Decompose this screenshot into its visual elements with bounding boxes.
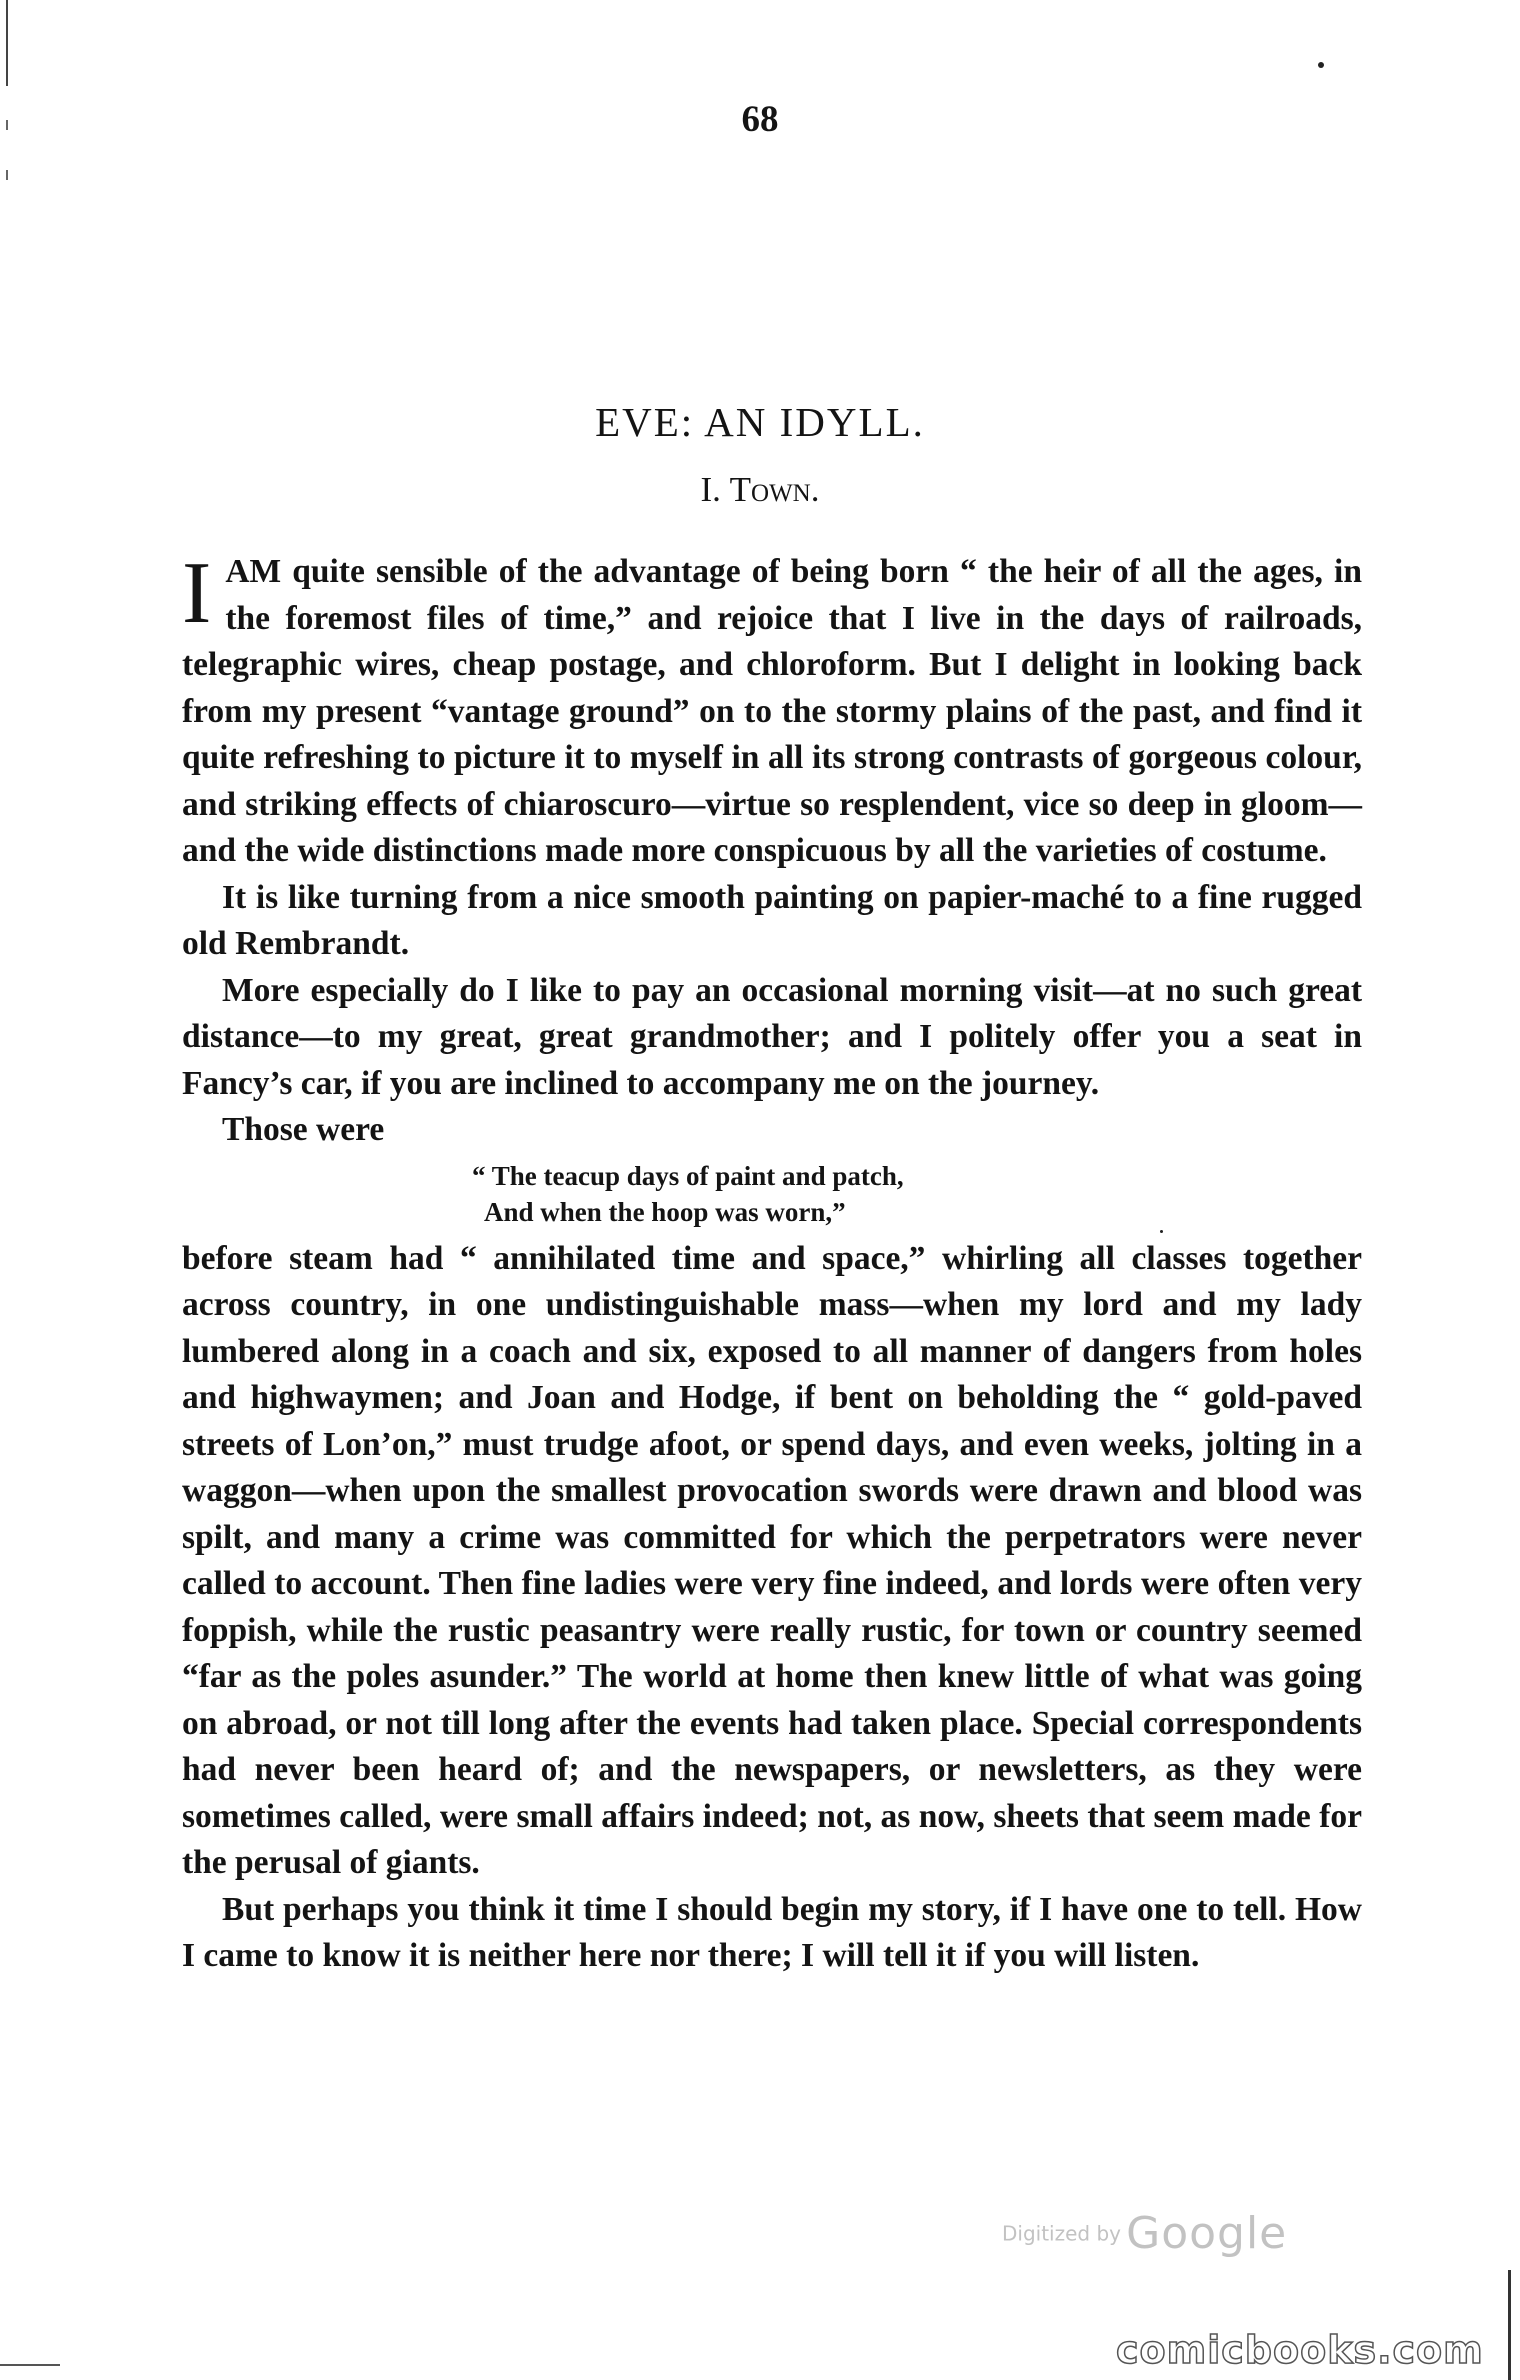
- right-edge-line: [1508, 2270, 1511, 2380]
- watermark-text: comicbooks.com: [1116, 2328, 1484, 2372]
- paragraph-4: Those were: [222, 1111, 385, 1148]
- paragraph-1-text: AM quite sensible of the advantage of being born “ the heir of all the ages, in the foremost files of time,” and rejoice that I live in the days of railroads, telegraphic wires, cheap postage, and chloroform. But I delight in looking back from my present “vantage ground” on to the stormy plains of the past, and find it quite refreshing to picture it to myself in all its strong contrasts of gorgeous colour, and striking effects of chiaroscuro—virtue so resplendent, vice so deep in gloom—and the wide distinctions made more conspicuous by all the varieties of costume.: [182, 553, 1362, 869]
- section-subtitle: [0, 470, 1520, 510]
- section-numeral: I.: [700, 470, 721, 509]
- verse-line-2: And when the hoop was worn,”: [472, 1196, 846, 1227]
- left-edge-line: [6, 0, 8, 86]
- verse-line-1: “ The teacup days of paint and patch,: [472, 1160, 904, 1191]
- page-number: 68: [741, 99, 779, 140]
- paragraph-2: It is like turning from a nice smooth painting on papier-maché to a fine rugged old Rembrandt.: [182, 878, 1362, 962]
- paragraph-1: [182, 545, 1362, 875]
- drop-cap: I: [182, 545, 212, 642]
- bottom-left-line: [0, 2364, 60, 2366]
- paragraph-3: More especially do I like to pay an occasional morning visit—at no such great distance—to my great, great grandmother; and I politely offer you a seat in Fancy’s car, if you are inclined to accompany me on the journey.: [182, 971, 1362, 1102]
- digitized-prefix: Digitized by: [1002, 2221, 1121, 2246]
- section-name: Town.: [729, 470, 820, 509]
- paragraph-6: But perhaps you think it time I should begin my story, if I have one to tell. How I came to know it is neither here nor there; I will tell it if you will listen.: [182, 1890, 1362, 1974]
- verse-quote: [472, 1158, 1362, 1230]
- page-speck: [1318, 62, 1324, 68]
- left-edge-tick: [6, 170, 8, 180]
- paragraph-5: before steam had “ annihilated time and space,” whirling all classes together across country, in one undistinguishable mass—when my lord and my lady lumbered along in a coach and six, exposed to all manner of dangers from holes and highwaymen; and Joan and Hodge, if bent on beholding the “ gold-paved streets of Lon’on,” must trudge afoot, or spend days, and even weeks, jolting in a waggon—when upon the smallest provocation swords were drawn and blood was spilt, and many a crime was committed for which the perpetrators were never called to account. Then fine ladies were very fine indeed, and lords were often very foppish, while the rustic peasantry were really rustic, for town or country seemed “far as the poles asunder.” The world at home then knew little of what was going on abroad, or not till long after the events had taken place. Special correspondents had never been heard of; and the newspapers, or newsletters, as they were sometimes called, were small affairs indeed; not, as now, sheets that seem made for the perusal of giants.: [182, 1239, 1362, 1881]
- chapter-title: EVE: AN IDYLL.: [595, 399, 925, 445]
- body-text: [182, 545, 1362, 1980]
- digitized-by-google-mark: [1002, 2208, 1287, 2259]
- google-logo-text: Google: [1126, 2208, 1288, 2259]
